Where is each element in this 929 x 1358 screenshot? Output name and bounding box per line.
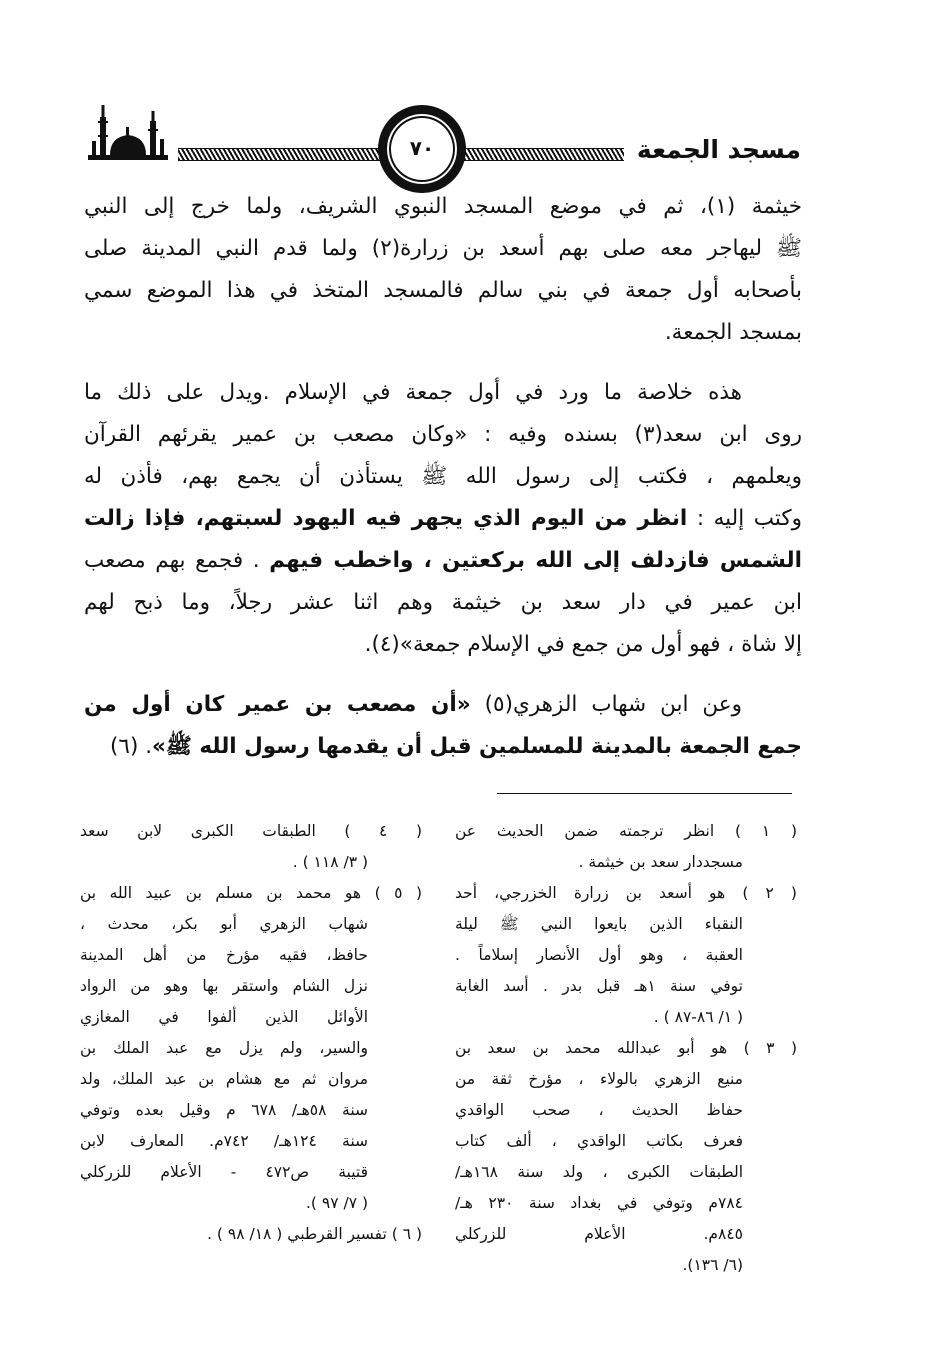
main-text — [84, 186, 802, 768]
footnote-text: ٧٨٤م وتوفي في بغداد سنة ٢٣٠ هـ/ — [455, 1194, 743, 1212]
footnote-line — [455, 878, 797, 909]
footnote-line — [455, 1126, 797, 1157]
footnote-line — [80, 940, 422, 971]
footnote-line — [80, 971, 422, 1002]
page-number: ٧٠ — [409, 136, 435, 160]
footnote-text: ( ١/ ٨٦-٨٧ ) . — [653, 1008, 743, 1026]
text-line — [84, 498, 802, 540]
footnote-text: مروان ثم مع هشام بن عبد الملك، ولد — [80, 1070, 368, 1088]
footnote-number: ( ٦ ) — [386, 1225, 422, 1243]
footnote-line — [455, 1157, 797, 1188]
body-text: هذه خلاصة ما ورد في أول جمعة في الإسلام .ويدل على ذلك ما — [84, 380, 742, 405]
footnote-text: شهاب الزهري أبو بكر، محدث ، — [80, 915, 368, 933]
header-rule-left — [178, 148, 380, 161]
bold-quote-text: جمع الجمعة بالمدينة للمسلمين قبل أن يقدمها رسول الله ﷺ» — [152, 734, 802, 759]
footnote-line — [80, 1157, 422, 1188]
footnotes-right-column — [455, 816, 797, 1281]
footnote-text: نزل الشام واستقر بها وهو من الرواد — [80, 977, 368, 995]
footnote-text: هو أبو عبدالله محمد بن سعد بن — [455, 1039, 728, 1057]
body-text: خيثمة (١)، ثم في موضع المسجد النبوي الشريف، ولما خرج إلى النبي — [84, 194, 802, 219]
bold-quote-text: الشمس فازدلف إلى الله بركعتين ، واخطب فيهم — [269, 548, 802, 573]
body-text: إلا شاة ، فهو أول من جمع في الإسلام جمعة»(٤). — [364, 632, 802, 657]
text-line — [84, 726, 802, 768]
footnote-number: ( ٢ ) — [725, 884, 797, 902]
footnote-line — [455, 1064, 797, 1095]
text-line — [84, 270, 802, 312]
footnote-text: مسجددار سعد بن خيثمة . — [578, 853, 743, 871]
text-line — [84, 456, 802, 498]
body-text: ﷺ ليهاجر معه صلى بهم أسعد بن زرارة(٢) ولما قدم النبي المدينة صلى — [84, 236, 802, 261]
footnote-line — [455, 1033, 797, 1064]
footnote-line — [80, 878, 422, 909]
footnote-separator — [497, 793, 792, 794]
footnote-text: (٦/ ١٣٦). — [682, 1256, 743, 1274]
footnote-text: الطبقات الكبرى ، ولد سنة ١٦٨هـ/ — [455, 1163, 743, 1181]
footnote-number: ( ٥ ) — [361, 884, 423, 902]
footnote-text: ( ٣/ ١١٨ ) . — [292, 853, 368, 871]
footnote-line — [80, 909, 422, 940]
body-text: . فجمع بهم مصعب — [84, 548, 270, 573]
footnote-number: ( ١ ) — [714, 822, 797, 840]
footnotes-left-column — [80, 816, 422, 1250]
page-number-badge — [378, 105, 466, 193]
body-text: وعن ابن شهاب الزهري(٥) — [470, 692, 742, 717]
footnote-text: والسير، ولم يزل مع عبد الملك بن — [80, 1039, 368, 1057]
footnote-line — [80, 847, 422, 878]
text-line — [84, 372, 802, 414]
footnote-text: الطبقات الكبرى لابن سعد — [80, 822, 316, 840]
bold-quote-text: انظر من اليوم الذي يجهر فيه اليهود لسبتهم، فإذا زالت — [84, 506, 688, 531]
footnote-text: ( ٧/ ٩٧ ). — [305, 1194, 368, 1212]
footnote-line — [80, 1002, 422, 1033]
text-line — [84, 312, 802, 354]
paragraph-gap — [84, 354, 802, 372]
running-header — [0, 95, 929, 185]
body-text: . (٦) — [110, 734, 153, 759]
footnote-line — [455, 816, 797, 847]
text-line — [84, 228, 802, 270]
footnote-line — [455, 847, 797, 878]
text-line — [84, 582, 802, 624]
text-line — [84, 186, 802, 228]
footnote-text: سنة ١٢٤هـ/ ٧٤٢م. المعارف لابن — [80, 1132, 369, 1150]
body-text: وكتب إليه : — [687, 506, 802, 531]
body-text: روى ابن سعد(٣) بسنده وفيه : «وكان مصعب بن عمير يقرئهم القرآن — [84, 422, 802, 447]
footnote-line — [80, 1095, 422, 1126]
text-line — [84, 540, 802, 582]
body-text: بأصحابه أول جمعة في بني سالم فالمسجد المتخذ في هذا الموضع سمي — [84, 278, 802, 303]
footnote-line — [80, 816, 422, 847]
paragraph-gap — [84, 666, 802, 684]
footnote-text: هو أسعد بن زرارة الخزرجي، أحد — [455, 884, 726, 902]
footnote-text: حفاظ الحديث ، صحب الواقدي — [455, 1101, 743, 1119]
body-text: بمسجد الجمعة. — [664, 320, 802, 345]
footnote-line — [455, 1219, 797, 1250]
footnote-text: توفي سنة ١هـ قبل بدر . أسد الغابة — [455, 977, 743, 995]
footnote-line — [80, 1219, 422, 1250]
footnote-line — [455, 1188, 797, 1219]
footnote-line — [455, 940, 797, 971]
footnote-line — [80, 1033, 422, 1064]
header-rule-right — [464, 148, 624, 161]
text-line — [84, 684, 802, 726]
body-text: ويعلمهم ، فكتب إلى رسول الله ﷺ يستأذن أن يجمع بهم، فأذن له — [84, 464, 802, 489]
chapter-title: مسجد الجمعة — [636, 135, 801, 164]
footnote-text: تفسير القرطبي ( ١٨/ ٩٨ ) . — [207, 1225, 387, 1243]
footnote-text: النقباء الذين بايعوا النبي ﷺ ليلة — [455, 915, 743, 933]
footnote-text: هو محمد بن مسلم بن عبيد الله بن — [80, 884, 362, 902]
footnote-line — [80, 1188, 422, 1219]
mosque-icon — [88, 99, 168, 161]
footnote-text: منيع الزهري بالولاء ، مؤرخ ثقة من — [455, 1070, 743, 1088]
footnote-line — [455, 909, 797, 940]
footnote-number: ( ٣ ) — [727, 1039, 797, 1057]
footnote-text: حافظ، فقيه مؤرخ من أهل المدينة — [80, 946, 368, 964]
text-line — [84, 624, 802, 666]
footnote-text: ٨٤٥م. الأعلام للزركلي — [455, 1225, 743, 1243]
footnote-text: سنة ٥٨هـ/ ٦٧٨ م وقيل بعده وتوفي — [80, 1101, 368, 1119]
footnote-text: العقبة ، وهو أول الأنصار إسلاماً . — [455, 946, 743, 964]
text-line — [84, 414, 802, 456]
footnote-text: الأوائل الذين ألفوا في المغازي — [80, 1008, 368, 1026]
footnote-number: ( ٤ ) — [315, 822, 423, 840]
footnote-line — [455, 1250, 797, 1281]
footnote-line — [80, 1126, 422, 1157]
footnote-text: انظر ترجمته ضمن الحديث عن — [455, 822, 715, 840]
bold-quote-text: «أن مصعب بن عمير كان أول من — [84, 692, 471, 717]
footnote-line — [455, 971, 797, 1002]
footnote-line — [455, 1095, 797, 1126]
footnote-line — [80, 1064, 422, 1095]
body-text: ابن عمير في دار سعد بن خيثمة وهم اثنا عشر رجلاً، وما ذبح لهم — [84, 590, 802, 615]
footnote-text: قتيبة ص٤٧٢ - الأعلام للزركلي — [80, 1163, 369, 1181]
footnote-text: فعرف بكاتب الواقدي ، ألف كتاب — [455, 1132, 743, 1150]
footnote-line — [455, 1002, 797, 1033]
